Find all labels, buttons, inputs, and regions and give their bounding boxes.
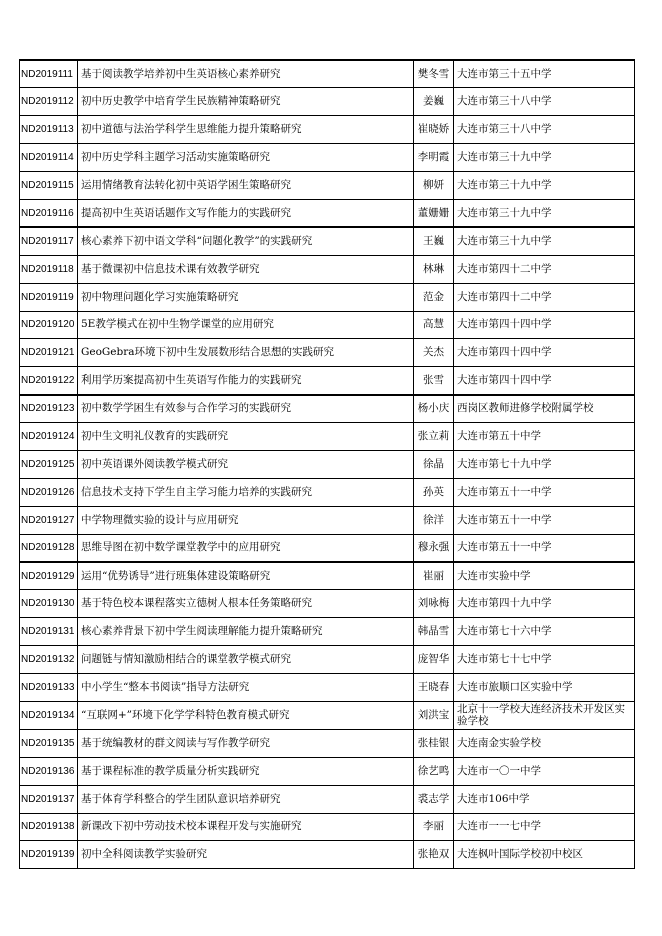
leader-name-cell: 王晓春 xyxy=(414,674,454,702)
leader-name-cell: 张立莉 xyxy=(414,423,454,451)
project-title-cell: 初中历史学科主题学习活动实施策略研究 xyxy=(78,144,414,172)
table-row xyxy=(20,227,635,255)
table-row xyxy=(20,116,635,144)
table-row xyxy=(20,590,635,618)
leader-name-cell: 刘咏梅 xyxy=(414,590,454,618)
project-title-cell: GeoGebra环境下初中生发展数形结合思想的实践研究 xyxy=(78,339,414,367)
project-code-cell: ND2019118 xyxy=(20,255,78,283)
leader-name-cell: 张雪 xyxy=(414,367,454,395)
project-title-cell: 运用情绪教育法转化初中英语学困生策略研究 xyxy=(78,172,414,200)
table-row xyxy=(20,311,635,339)
school-name-cell: 大连市第三十五中学 xyxy=(454,60,635,88)
project-title-cell: 5E教学模式在初中生物学课堂的应用研究 xyxy=(78,311,414,339)
project-title-cell: “互联网+”环境下化学学科特色教育模式研究 xyxy=(78,701,414,729)
project-code-cell: ND2019114 xyxy=(20,144,78,172)
project-code-cell: ND2019116 xyxy=(20,199,78,227)
school-name-cell: 大连市第四十二中学 xyxy=(454,283,635,311)
table-row xyxy=(20,534,635,562)
school-name-cell: 大连市106中学 xyxy=(454,785,635,813)
school-name-cell: 大连市第五十一中学 xyxy=(454,478,635,506)
leader-name-cell: 张桂银 xyxy=(414,729,454,757)
leader-name-cell: 徐艺鸣 xyxy=(414,757,454,785)
school-name-cell: 大连市实验中学 xyxy=(454,562,635,590)
school-name-cell: 大连市第三十九中学 xyxy=(454,199,635,227)
project-code-cell: ND2019111 xyxy=(20,60,78,88)
table-row xyxy=(20,144,635,172)
leader-name-cell: 庞智华 xyxy=(414,646,454,674)
table-row xyxy=(20,172,635,200)
school-name-cell: 北京十一学校大连经济技术开发区实验学校 xyxy=(454,701,635,729)
project-code-cell: ND2019119 xyxy=(20,283,78,311)
project-table-body xyxy=(20,60,635,869)
spreadsheet-sheet xyxy=(19,59,634,869)
leader-name-cell: 董姗姗 xyxy=(414,199,454,227)
school-name-cell: 大连市第三十九中学 xyxy=(454,227,635,255)
project-title-cell: 基于微课初中信息技术课有效教学研究 xyxy=(78,255,414,283)
project-title-cell: 基于体育学科整合的学生团队意识培养研究 xyxy=(78,785,414,813)
project-title-cell: 中小学生“整本书阅读”指导方法研究 xyxy=(78,674,414,702)
school-name-cell: 大连市第七十九中学 xyxy=(454,450,635,478)
school-name-cell: 大连市第七十七中学 xyxy=(454,646,635,674)
school-name-cell: 大连市第三十九中学 xyxy=(454,172,635,200)
school-name-cell: 大连市第四十四中学 xyxy=(454,311,635,339)
table-row xyxy=(20,757,635,785)
project-code-cell: ND2019121 xyxy=(20,339,78,367)
school-name-cell: 大连市第五十一中学 xyxy=(454,534,635,562)
leader-name-cell: 关杰 xyxy=(414,339,454,367)
leader-name-cell: 穆永强 xyxy=(414,534,454,562)
table-row xyxy=(20,423,635,451)
project-title-cell: 初中数学学困生有效参与合作学习的实践研究 xyxy=(78,395,414,423)
table-row xyxy=(20,841,635,869)
project-title-cell: 初中历史教学中培育学生民族精神策略研究 xyxy=(78,88,414,116)
project-title-cell: 初中全科阅读教学实验研究 xyxy=(78,841,414,869)
leader-name-cell: 裘志学 xyxy=(414,785,454,813)
school-name-cell: 大连市第四十四中学 xyxy=(454,339,635,367)
leader-name-cell: 林琳 xyxy=(414,255,454,283)
project-table xyxy=(19,59,635,869)
school-name-cell: 大连枫叶国际学校初中校区 xyxy=(454,841,635,869)
project-title-cell: 初中英语课外阅读教学模式研究 xyxy=(78,450,414,478)
project-code-cell: ND2019117 xyxy=(20,227,78,255)
project-code-cell: ND2019135 xyxy=(20,729,78,757)
table-row xyxy=(20,562,635,590)
project-title-cell: 运用“优势诱导”进行班集体建设策略研究 xyxy=(78,562,414,590)
project-title-cell: 核心素养下初中语文学科“问题化教学”的实践研究 xyxy=(78,227,414,255)
project-code-cell: ND2019127 xyxy=(20,506,78,534)
project-title-cell: 基于阅读教学培养初中生英语核心素养研究 xyxy=(78,60,414,88)
project-code-cell: ND2019134 xyxy=(20,701,78,729)
project-code-cell: ND2019131 xyxy=(20,618,78,646)
school-name-cell: 大连市第三十八中学 xyxy=(454,88,635,116)
school-name-cell: 大连南金实验学校 xyxy=(454,729,635,757)
project-code-cell: ND2019132 xyxy=(20,646,78,674)
table-row xyxy=(20,395,635,423)
table-row xyxy=(20,255,635,283)
school-name-cell: 大连市第三十九中学 xyxy=(454,144,635,172)
project-title-cell: 初中道德与法治学科学生思维能力提升策略研究 xyxy=(78,116,414,144)
leader-name-cell: 崔丽 xyxy=(414,562,454,590)
leader-name-cell: 徐洋 xyxy=(414,506,454,534)
table-row xyxy=(20,450,635,478)
leader-name-cell: 姜巍 xyxy=(414,88,454,116)
project-title-cell: 初中物理问题化学习实施策略研究 xyxy=(78,283,414,311)
project-title-cell: 利用学历案提高初中生英语写作能力的实践研究 xyxy=(78,367,414,395)
project-code-cell: ND2019122 xyxy=(20,367,78,395)
project-title-cell: 基于统编教材的群文阅读与写作教学研究 xyxy=(78,729,414,757)
table-row xyxy=(20,339,635,367)
table-row xyxy=(20,199,635,227)
project-code-cell: ND2019120 xyxy=(20,311,78,339)
school-name-cell: 大连市第五十一中学 xyxy=(454,506,635,534)
leader-name-cell: 孙英 xyxy=(414,478,454,506)
table-row xyxy=(20,785,635,813)
project-code-cell: ND2019128 xyxy=(20,534,78,562)
project-code-cell: ND2019126 xyxy=(20,478,78,506)
project-code-cell: ND2019115 xyxy=(20,172,78,200)
table-row xyxy=(20,618,635,646)
leader-name-cell: 樊冬雪 xyxy=(414,60,454,88)
project-code-cell: ND2019137 xyxy=(20,785,78,813)
school-name-cell: 西岗区教师进修学校附属学校 xyxy=(454,395,635,423)
project-code-cell: ND2019138 xyxy=(20,813,78,841)
project-code-cell: ND2019136 xyxy=(20,757,78,785)
project-code-cell: ND2019112 xyxy=(20,88,78,116)
project-code-cell: ND2019133 xyxy=(20,674,78,702)
project-title-cell: 思维导图在初中数学课堂教学中的应用研究 xyxy=(78,534,414,562)
school-name-cell: 大连市第五十中学 xyxy=(454,423,635,451)
table-row xyxy=(20,367,635,395)
school-name-cell: 大连市第四十四中学 xyxy=(454,367,635,395)
school-name-cell: 大连市第四十九中学 xyxy=(454,590,635,618)
leader-name-cell: 崔晓娇 xyxy=(414,116,454,144)
project-title-cell: 中学物理微实验的设计与应用研究 xyxy=(78,506,414,534)
project-code-cell: ND2019124 xyxy=(20,423,78,451)
school-name-cell: 大连市第三十八中学 xyxy=(454,116,635,144)
leader-name-cell: 刘洪宝 xyxy=(414,701,454,729)
table-row xyxy=(20,283,635,311)
leader-name-cell: 高慧 xyxy=(414,311,454,339)
project-title-cell: 初中生文明礼仪教育的实践研究 xyxy=(78,423,414,451)
leader-name-cell: 李明霞 xyxy=(414,144,454,172)
school-name-cell: 大连市一〇一中学 xyxy=(454,757,635,785)
project-code-cell: ND2019123 xyxy=(20,395,78,423)
table-row xyxy=(20,729,635,757)
table-row xyxy=(20,813,635,841)
table-row xyxy=(20,88,635,116)
table-row xyxy=(20,701,635,729)
school-name-cell: 大连市旅顺口区实验中学 xyxy=(454,674,635,702)
leader-name-cell: 韩晶雪 xyxy=(414,618,454,646)
project-title-cell: 信息技术支持下学生自主学习能力培养的实践研究 xyxy=(78,478,414,506)
project-code-cell: ND2019125 xyxy=(20,450,78,478)
table-row xyxy=(20,506,635,534)
project-code-cell: ND2019129 xyxy=(20,562,78,590)
project-title-cell: 问题链与情知激励相结合的课堂教学模式研究 xyxy=(78,646,414,674)
table-row xyxy=(20,478,635,506)
leader-name-cell: 杨小庆 xyxy=(414,395,454,423)
school-name-cell: 大连市一一七中学 xyxy=(454,813,635,841)
leader-name-cell: 王巍 xyxy=(414,227,454,255)
project-code-cell: ND2019130 xyxy=(20,590,78,618)
project-title-cell: 核心素养背景下初中学生阅读理解能力提升策略研究 xyxy=(78,618,414,646)
project-title-cell: 新课改下初中劳动技术校本课程开发与实施研究 xyxy=(78,813,414,841)
leader-name-cell: 徐晶 xyxy=(414,450,454,478)
leader-name-cell: 张艳双 xyxy=(414,841,454,869)
table-row xyxy=(20,60,635,88)
table-row xyxy=(20,674,635,702)
project-code-cell: ND2019113 xyxy=(20,116,78,144)
school-name-cell: 大连市第四十二中学 xyxy=(454,255,635,283)
table-row xyxy=(20,646,635,674)
project-code-cell: ND2019139 xyxy=(20,841,78,869)
leader-name-cell: 李丽 xyxy=(414,813,454,841)
project-title-cell: 基于特色校本课程落实立德树人根本任务策略研究 xyxy=(78,590,414,618)
school-name-cell: 大连市第七十六中学 xyxy=(454,618,635,646)
leader-name-cell: 范金 xyxy=(414,283,454,311)
leader-name-cell: 柳妍 xyxy=(414,172,454,200)
project-title-cell: 提高初中生英语话题作文写作能力的实践研究 xyxy=(78,199,414,227)
project-title-cell: 基于课程标准的教学质量分析实践研究 xyxy=(78,757,414,785)
